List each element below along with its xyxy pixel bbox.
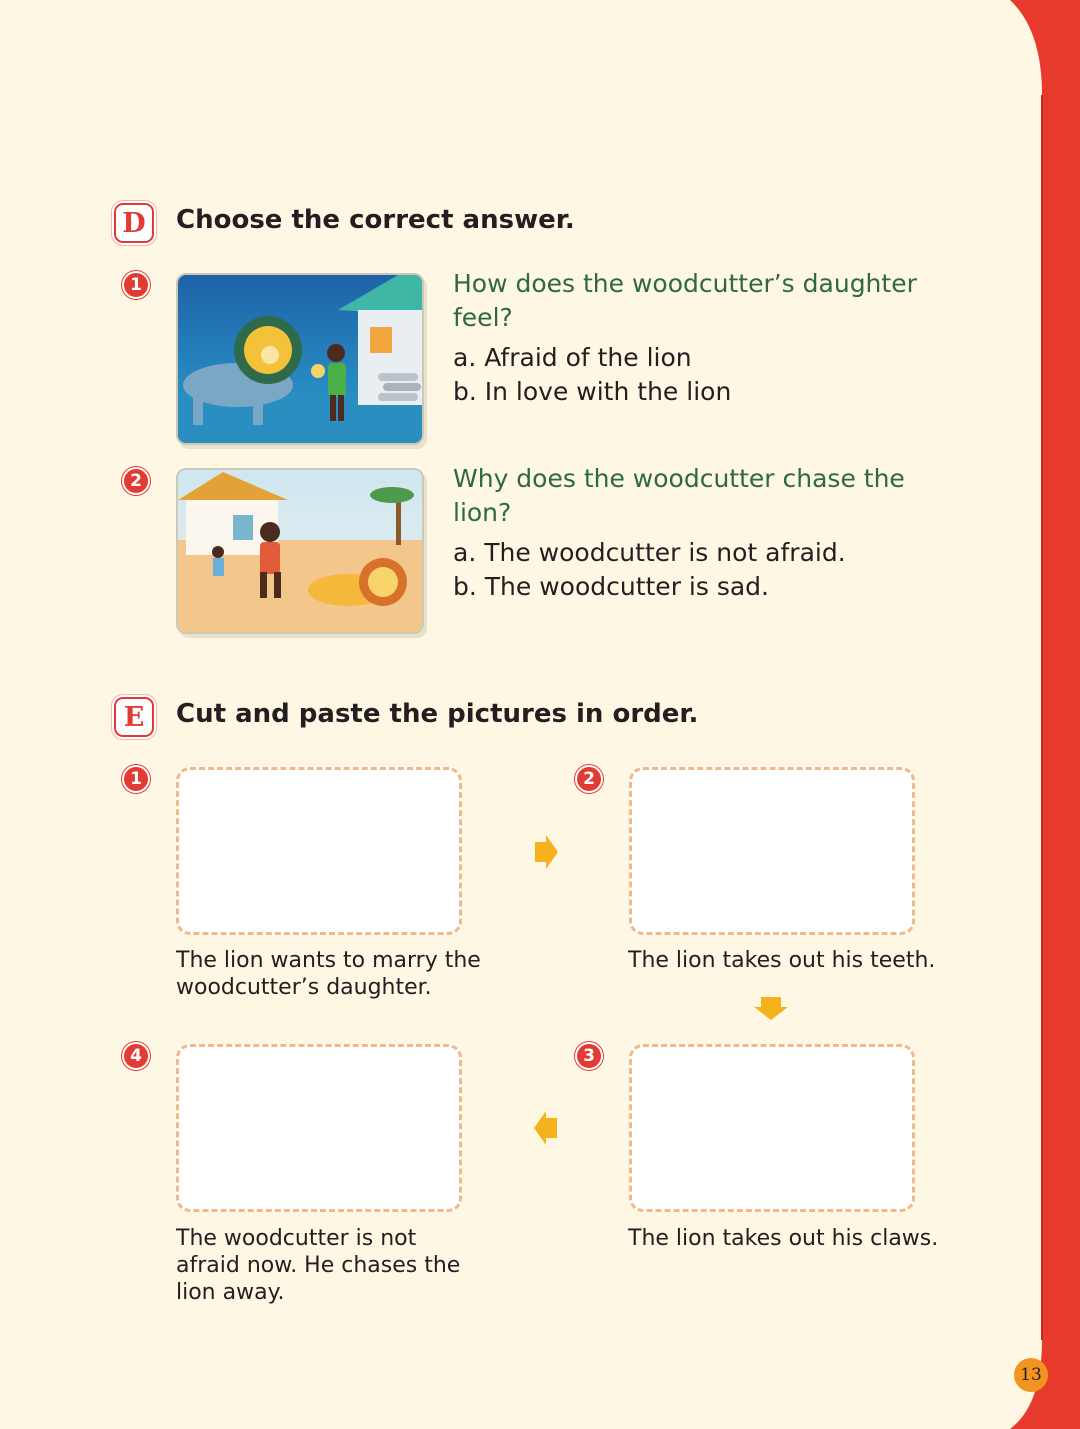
question-2-number: 2 [122,467,150,495]
step-1-caption: The lion wants to marry the woodcutter’s daughter. [176,948,481,1000]
section-e-badge [114,697,154,737]
section-d-title: Choose the correct answer. [176,205,575,235]
section-d-letter: D [122,207,146,239]
section-d-badge [114,203,154,243]
section-e-letter: E [123,701,145,733]
question-2-option-a[interactable]: a. The woodcutter is not afraid. [453,538,846,567]
step-1-paste-box[interactable] [176,767,462,935]
question-1-option-b[interactable]: b. In love with the lion [453,377,732,406]
arrow-down-icon [753,995,789,1021]
step-2-number: 2 [575,765,603,793]
step-4-number: 4 [122,1042,150,1070]
arrow-left-icon [533,1110,559,1146]
step-1-number: 1 [122,765,150,793]
step-2-paste-box[interactable] [629,767,915,935]
step-3-paste-box[interactable] [629,1044,915,1212]
question-2-illustration [176,468,424,634]
step-4-paste-box[interactable] [176,1044,462,1212]
step-3-number: 3 [575,1042,603,1070]
question-1-number: 1 [122,271,150,299]
question-2-text: Why does the woodcutter chase the lion? [453,464,905,527]
question-2-option-b[interactable]: b. The woodcutter is sad. [453,572,769,601]
page-number: 13 [1014,1358,1048,1392]
woodcutter-chasing-lion-illustration [178,470,422,632]
arrow-right-icon [533,834,559,870]
question-1-option-a[interactable]: a. Afraid of the lion [453,343,692,372]
question-1-text: How does the woodcutter’s daughter feel? [453,269,917,332]
lion-at-night-illustration [178,275,422,443]
section-e-title: Cut and paste the pictures in order. [176,699,699,729]
step-2-caption: The lion takes out his teeth. [628,948,936,973]
question-1-illustration [176,273,424,445]
step-4-caption: The woodcutter is not afraid now. He chases the lion away. [176,1226,461,1305]
step-3-caption: The lion takes out his claws. [628,1226,939,1251]
